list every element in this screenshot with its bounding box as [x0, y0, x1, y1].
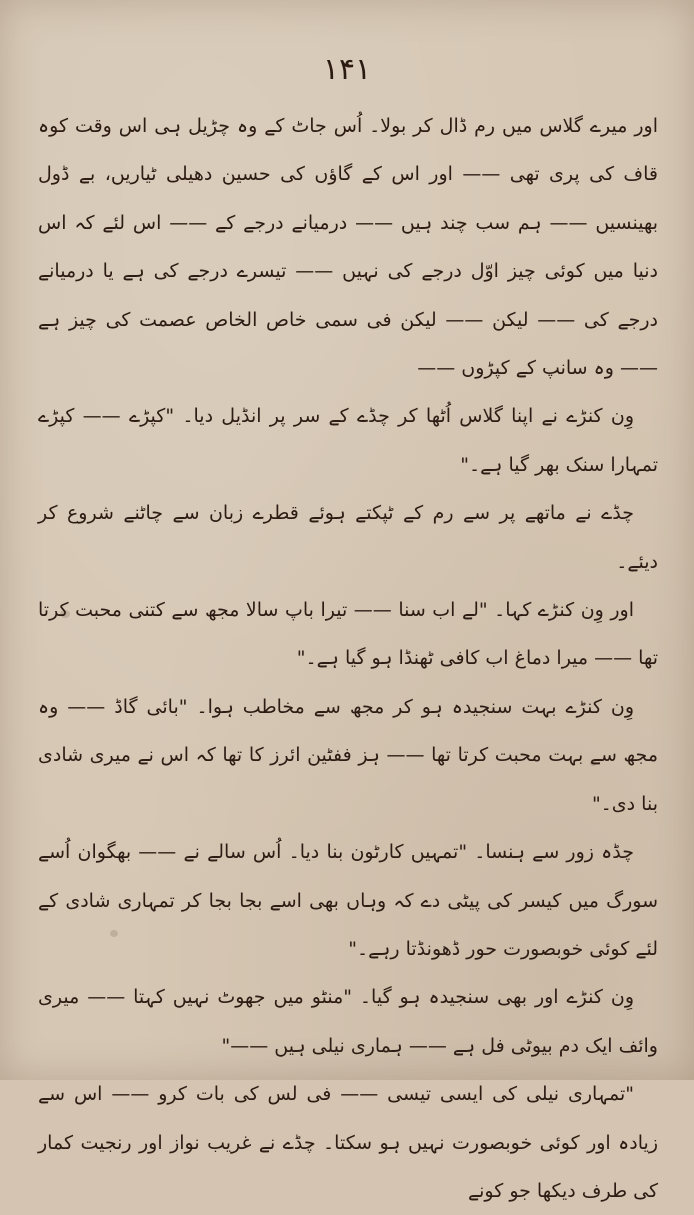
paragraph-6: چڈہ زور سے ہنسا۔ "تمہیں کارٹون بنا دیا۔ اُس سالے نے —— بھگوان اُسے سورگ میں کیسر کی پیٹی دے کہ وہاں بھی اسے بجا بجا کر تمہاری شادی کے لئے کوئی خوبصورت حور ڈھونڈتا رہے۔" [38, 841, 658, 960]
paragraph-7: وِن کنڑے اور بھی سنجیدہ ہو گیا۔ "منٹو میں جھوٹ نہیں کہتا —— میری وائف ایک دم بیوٹی فل ہے —— ہماری نیلی ہیں ——" [38, 986, 658, 1057]
page-number: ۱۴۱ [322, 52, 372, 87]
paragraph-2: وِن کنڑے نے اپنا گلاس اُٹھا کر چڈے کے سر پر انڈیل دیا۔ "کپڑے —— کپڑے تمہارا سنک بھر گیا ہے۔" [38, 405, 658, 476]
paragraph-5: وِن کنڑے بہت سنجیدہ ہو کر مجھ سے مخاطب ہوا۔ "بائی گاڈ —— وہ مجھ سے بہت محبت کرتا تھا —— ہز ففٹین ائرز کا تھا کہ اس نے میری شادی بنا دی۔" [38, 695, 658, 815]
paragraph-4: اور وِن کنڑے کہا۔ "لے اب سنا —— تیرا باپ سالا مجھ سے کتنی محبت کرتا تھا —— میرا دماغ اب کافی ٹھنڈا ہو گیا ہے۔" [38, 599, 658, 670]
page-body-text [38, 102, 658, 1215]
paragraph-3: چڈے نے ماتھے پر سے رم کے ٹپکتے ہوئے قطرے زبان سے چاٹنے شروع کر دیئے۔ [38, 502, 658, 573]
paragraph-8: "تمہاری نیلی کی ایسی تیسی —— فی لس کی بات کرو —— اس سے زیادہ اور کوئی خوبصورت نہیں ہو سکتا۔ چڈے نے غریب نواز اور رنجیت کمار کی طرف دیکھا جو کونے [38, 1083, 658, 1202]
paragraph-1: اور میرے گلاس میں رم ڈال کر بولا۔ اُس جاٹ کے وہ چڑیل ہی اس وقت کوہ قاف کی پری تھی —— اور اس کے گاؤں کی حسین دھیلی ٹیاریں، بے ڈول بھینسیں —— ہم سب چند ہیں —— درمیانے درجے کے —— اس لئے کہ اس دنیا میں کوئی چیز اوّل درجے کی نہیں —— تیسرے درجے کی ہے یا درمیانے درجے کی —— لیکن —— لیکن فی سمی خاص الخاص عصمت کی چیز ہے —— وہ سانپ کے کپڑوں —— [38, 115, 658, 380]
